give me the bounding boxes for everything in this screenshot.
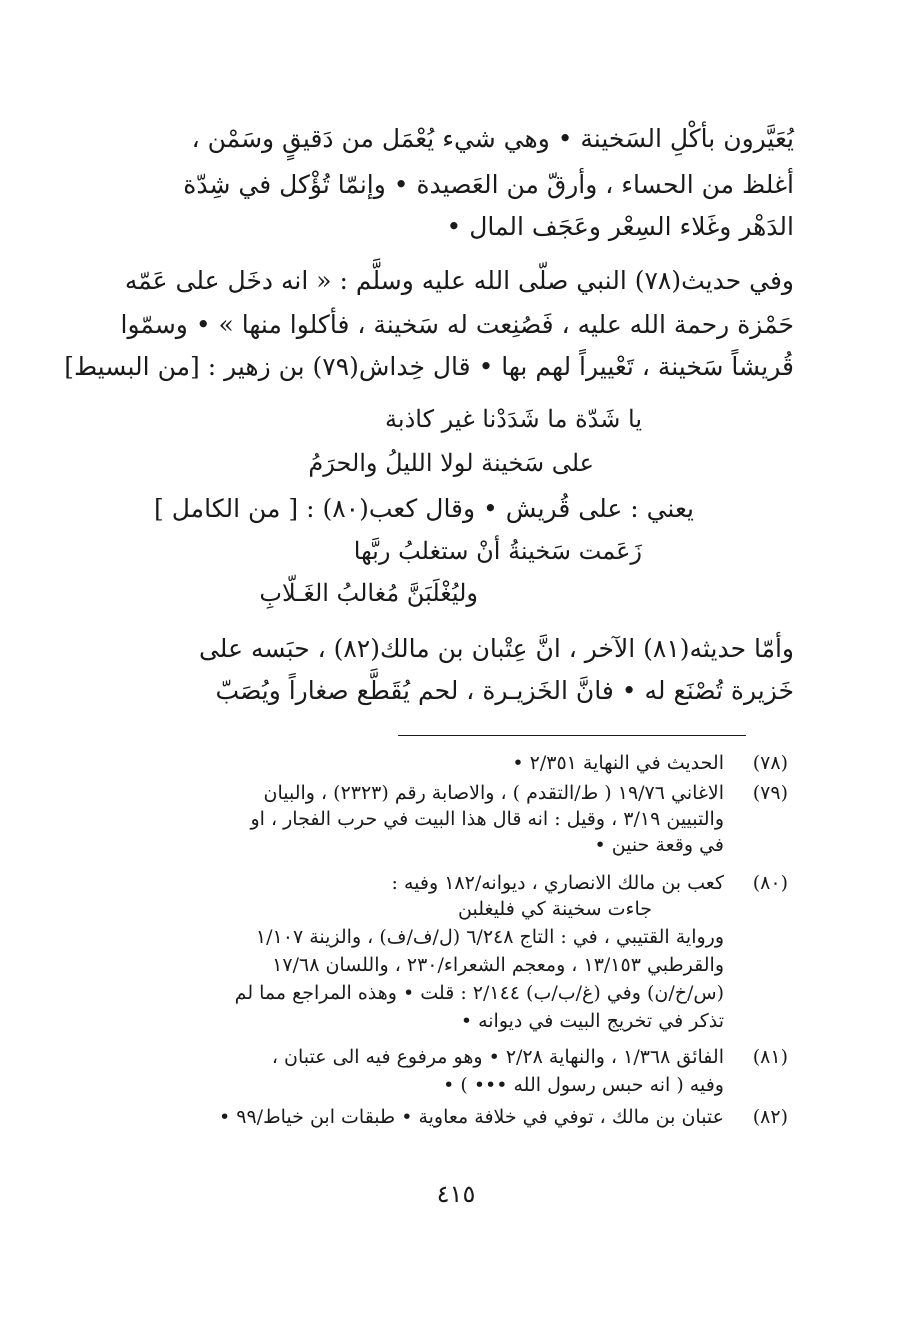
- footnote-number: (٨٠): [752, 872, 788, 894]
- footnote-line: عتبان بن مالك ، توفي في خلافة معاوية • طبقات ابن خياط/٩٩ •: [219, 1106, 724, 1128]
- body-line: قُريشاً سَخينة ، تَعْييراً لهم بها • قال خِداش(٧٩) بن زهير : [من البسيط]: [64, 352, 794, 381]
- footnote-line: في وقعة حنين •: [594, 834, 724, 856]
- footnote-line: والتبيين ٣/١٩ ، وقيل : انه قال هذا البيت في حرب الفجار ، او: [250, 808, 724, 830]
- footnote-verse: جاءت سخينة كي فليغلبن: [458, 898, 652, 920]
- footnote-line: الحديث في النهاية ٢/٣٥١ •: [512, 752, 724, 774]
- body-line: يعني : على قُريش • وقال كعب(٨٠) : [ من الكامل ]: [154, 494, 694, 523]
- footnote-number: (٧٨): [752, 752, 788, 774]
- footnote-line: تذكر في تخريج البيت في ديوانه •: [460, 1010, 724, 1032]
- body-line: حَمْزة رحمة الله عليه ، فَصُنِعت له سَخينة ، فأكلوا منها » • وسمّوا: [120, 310, 794, 339]
- verse-line: وليُغْلَبَنَّ مُغالبُ الغَـلّابِ: [259, 579, 478, 607]
- footnote-number: (٨١): [752, 1046, 788, 1068]
- footnote-line: وفيه ( انه حبس رسول الله ••• ) •: [443, 1074, 724, 1096]
- page-number: ٤١٥: [436, 1180, 476, 1208]
- footnote-number: (٨٢): [752, 1106, 788, 1128]
- body-line: أغلظ من الحساء ، وأرقّ من العَصيدة • وإنمّا تُؤْكل في شِدّة: [183, 170, 794, 199]
- verse-line: على سَخينة لولا الليلُ والحرَمُ: [308, 449, 594, 477]
- verse-line: زَعَمت سَخينةُ أنْ ستغلبُ ربَّها: [353, 537, 642, 565]
- footnote-line: كعب بن مالك الانصاري ، ديوانه/١٨٢ وفيه :: [391, 872, 724, 894]
- footnote-line: الفائق ١/٣٦٨ ، والنهاية ٢/٢٨ • وهو مرفوع فيه الى عتبان ،: [271, 1046, 724, 1068]
- footnote-number: (٧٩): [752, 782, 788, 804]
- footnote-line: ورواية القتيبي ، في : التاج ٦/٢٤٨ (ل/ف/ف) ، والزينة ١/١٠٧: [255, 926, 724, 948]
- body-line: وأمّا حديثه(٨١) الآخر ، انَّ عِتْبان بن مالك(٨٢) ، حبَسه على: [198, 634, 794, 663]
- verse-line: يا شَدّة ما شَدَدْنا غير كاذبة: [385, 405, 642, 433]
- footnote-line: (س/خ/ن) وفي (غ/ب/ب) ٢/١٤٤ : قلت • وهذه المراجع مما لم: [234, 982, 724, 1004]
- footnote-line: الاغاني ١٩/٧٦ ( ط/التقدم ) ، والاصابة رقم (٢٣٢٣) ، والبيان: [263, 782, 724, 804]
- body-line: يُعَيَّرون بأكْلِ السَخينة • وهي شيء يُعْمَل من دَقيقٍ وسَمْن ،: [191, 124, 794, 153]
- body-line: وفي حديث(٧٨) النبي صلّى الله عليه وسلَّم : « انه دخَل على عَمّه: [124, 266, 794, 295]
- footnote-separator: [398, 735, 746, 736]
- body-line: الدَهْر وغَلاء السِعْر وعَجَف المال •: [446, 212, 794, 241]
- footnote-line: والقرطبي ١٣/١٥٣ ، ومعجم الشعراء/٢٣٠ ، واللسان ١٧/٦٨: [272, 954, 724, 976]
- body-line: خَزيرة تُصْنَع له • فانَّ الخَزيـرة ، لحم يُقَطَّع صغاراً ويُصَبّ: [215, 676, 794, 705]
